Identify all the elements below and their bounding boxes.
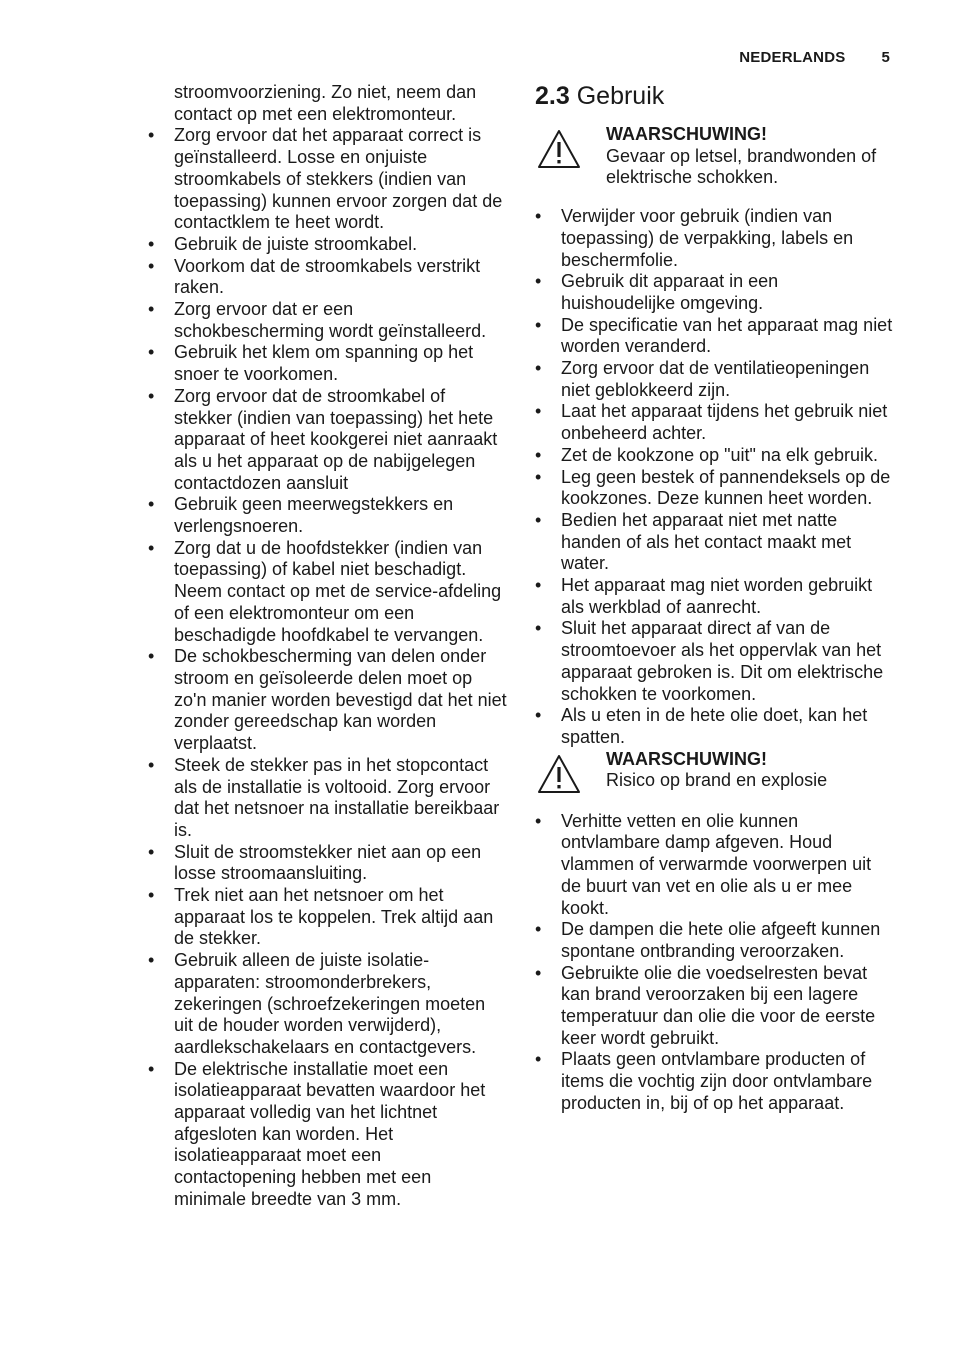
list-item: • Laat het apparaat tijdens het gebruik niet onbeheerd achter.	[535, 401, 895, 444]
warning-text-block	[606, 124, 895, 189]
section-number: 2.3	[535, 82, 570, 110]
warning-triangle-icon	[537, 754, 581, 794]
list-item: • Verhitte vetten en olie kunnen ontvlambare damp afgeven. Houd vlammen of verwarmde voorwerpen uit de buurt van vet en olie als u er mee kookt.	[535, 811, 895, 920]
section-heading	[535, 82, 895, 110]
list-item: • Bedien het apparaat niet met natte handen of als het contact maakt met water.	[535, 510, 895, 575]
list-item: • Gebruik alleen de juiste isolatie-apparaten: stroomonderbrekers, zekeringen (schroefzekeringen moeten uit de houder worden verwijderd), aardlekschakelaars en contactgevers.	[148, 950, 508, 1059]
list-item: • De elektrische installatie moet een isolatieapparaat bevatten waardoor het apparaat volledig van het lichtnet afgesloten kan worden. Het isolatieapparaat moet een contactopening hebben met een minimale breedte van 3 mm.	[148, 1059, 508, 1211]
list-item: • Zorg ervoor dat het apparaat correct is geïnstalleerd. Losse en onjuiste stroomkabels of stekkers (indien van toepassing) kunnen ervoor zorgen dat de contactklem te heet wordt.	[148, 125, 508, 234]
list-item: • Gebruik de juiste stroomkabel.	[148, 234, 508, 256]
list-item: • Gebruik het klem om spanning op het snoer te voorkomen.	[148, 342, 508, 385]
list-item: • Gebruik geen meerwegstekkers en verlengsnoeren.	[148, 494, 508, 537]
warning-title: WAARSCHUWING!	[606, 124, 767, 144]
left-column	[148, 82, 508, 1211]
warning-triangle-icon	[537, 129, 581, 169]
right-bullet-list	[535, 811, 895, 1115]
list-item: • Sluit de stroomstekker niet aan op een losse stroomaansluiting.	[148, 842, 508, 885]
warning-text-block	[606, 749, 827, 792]
list-item: • Sluit het apparaat direct af van de stroomtoevoer als het oppervlak van het apparaat gebroken is. Dit om elektrische schokken te voorkomen.	[535, 618, 895, 705]
continued-paragraph: stroomvoorziening. Zo niet, neem dan contact op met een elektromonteur.	[174, 82, 477, 124]
list-item: • Zorg dat u de hoofdstekker (indien van toepassing) of kabel niet beschadigt. Neem contact op met de service-afdeling of een elektromonteur om een beschadigde hoofdkabel te vervangen.	[148, 538, 508, 647]
list-item: • Als u eten in de hete olie doet, kan het spatten.	[535, 705, 895, 748]
right-column	[535, 82, 895, 1115]
warning-block	[535, 124, 895, 189]
list-item: • Het apparaat mag niet worden gebruikt als werkblad of aanrecht.	[535, 575, 895, 618]
list-item: • Trek niet aan het netsnoer om het apparaat los te koppelen. Trek altijd aan de stekker.	[148, 885, 508, 950]
list-item: • Leg geen bestek of pannendeksels op de kookzones. Deze kunnen heet worden.	[535, 467, 895, 510]
list-item: • Zorg ervoor dat er een schokbescherming wordt geïnstalleerd.	[148, 299, 508, 342]
warning-text: Gevaar op letsel, brandwonden of elektrische schokken.	[606, 145, 877, 188]
list-item: • Zorg ervoor dat de stroomkabel of stekker (indien van toepassing) het hete apparaat of heet kookgerei niet aanraakt als u het apparaat op de nabijgelegen contactdozen aansluit	[148, 386, 508, 495]
page-number: 5	[881, 49, 890, 66]
list-item: • Voorkom dat de stroomkabels verstrikt raken.	[148, 256, 508, 299]
list-item: • Gebruik dit apparaat in een huishoudelijke omgeving.	[535, 271, 895, 314]
page-header	[739, 49, 890, 66]
language-label: NEDERLANDS	[739, 49, 846, 66]
warning-block	[535, 749, 895, 794]
list-item: • De schokbescherming van delen onder stroom en geïsoleerde delen moet op zo'n manier worden bevestigd dat het niet zonder gereedschap kan worden verplaatst.	[148, 646, 508, 755]
section-title: Gebruik	[576, 82, 665, 110]
list-item: • Zet de kookzone op "uit" na elk gebruik.	[535, 445, 895, 467]
list-item: • Verwijder voor gebruik (indien van toepassing) de verpakking, labels en beschermfolie.	[535, 206, 895, 271]
warning-title: WAARSCHUWING!	[606, 748, 767, 769]
list-item: • Zorg ervoor dat de ventilatieopeningen niet geblokkeerd zijn.	[535, 358, 895, 401]
list-item: • Steek de stekker pas in het stopcontact als de installatie is voltooid. Zorg ervoor dat het netsnoer na installatie bereikbaar is.	[148, 755, 508, 842]
list-item: • Plaats geen ontvlambare producten of items die vochtig zijn door ontvlambare producten in, bij of op het apparaat.	[535, 1049, 895, 1114]
left-bullet-list	[148, 125, 508, 1210]
right-bullet-list	[535, 206, 895, 749]
list-item: • De dampen die hete olie afgeeft kunnen spontane ontbranding veroorzaken.	[535, 919, 895, 962]
list-item: • De specificatie van het apparaat mag niet worden veranderd.	[535, 315, 895, 358]
list-item: • Gebruikte olie die voedselresten bevat kan brand veroorzaken bij een lagere temperatuur dan olie die voor de eerste keer wordt gebruikt.	[535, 963, 895, 1050]
warning-text: Risico op brand en explosie	[606, 770, 828, 791]
